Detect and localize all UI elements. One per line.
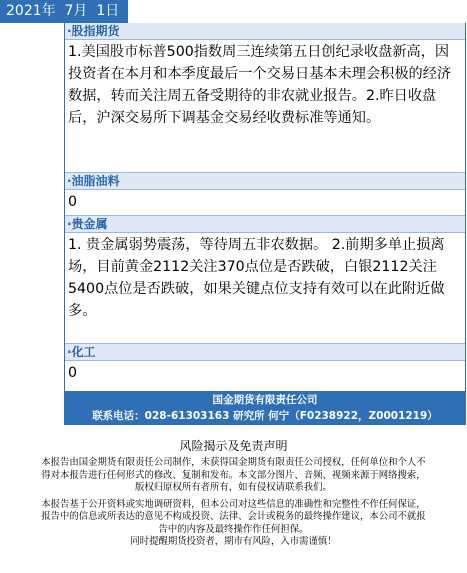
report-table (64, 23, 466, 407)
section-body: 0 (65, 190, 465, 216)
disclaimer (0, 438, 467, 549)
section-body: 0 (68, 365, 78, 381)
section-title: ·油脂油料 (65, 173, 465, 190)
disclaimer-line: 报告中的信息或所表达的意见不构成投资、法律、会计或税务的最终操作建议，本公司不就报 (41, 511, 426, 522)
section-body: 1. 贵金属弱势震荡，等待周五非农数据。 2.前期多单止损离场，目前黄金2112关注370点位是否跌破，白银2112关注5400点位是否跌破，如果关键点位支持有效可以在此附近做多。 (65, 233, 465, 344)
company-name: 国金期货有限责任公司 (212, 394, 318, 406)
section-title: ·贵金属 (65, 216, 465, 233)
disclaimer-line: 得对本报告进行任何形式的修改、复制和发布。本文部分图片、音频、视频来源于网络搜索， (41, 469, 426, 481)
disclaimer-line: 同时提醒期货投资者，期市有风险，入市需谨慎！ (130, 536, 337, 547)
section-body: 1.美国股市标普500指数周三连续第五日创纪录收盘新高，因投资者在本月和本季度最后一个交易日基本未理会积极的经济数据，转而关注周五备受期待的非农就业报告。2.昨日收盘后，沪深交易所下调基金交易经收费标准等通知。 (65, 40, 465, 173)
disclaimer-line: 版权归原权所有者所有，如有侵权请联系我们。 (135, 482, 332, 493)
section-chemicals (65, 344, 465, 387)
date-header: 2021年 7月 1日 (0, 0, 128, 23)
company-footer (64, 391, 466, 425)
disclaimer-line: 本报告基于公开资料或实地调研资料，但本公司对这些信息的准确性和完整性不作任何保证， (41, 498, 426, 510)
section-title: ·化工 (65, 344, 465, 361)
disclaimer-line: 本报告由国金期货有限责任公司制作，未获得国金期货有限责任公司授权，任何单位和个人不 (41, 457, 426, 468)
section-precious-metals (65, 216, 465, 344)
disclaimer-title: 风险揭示及免责声明 (179, 439, 288, 453)
contact-info: 联系电话：028-61303163 研究所 何宁（F0238922，Z0001219） (92, 410, 438, 422)
section-title: ·股指期货 (65, 23, 465, 40)
disclaimer-line: 告中的内容及最终操作作任何担保。 (158, 523, 309, 535)
section-stock-index (65, 23, 465, 173)
section-oils (65, 173, 465, 216)
